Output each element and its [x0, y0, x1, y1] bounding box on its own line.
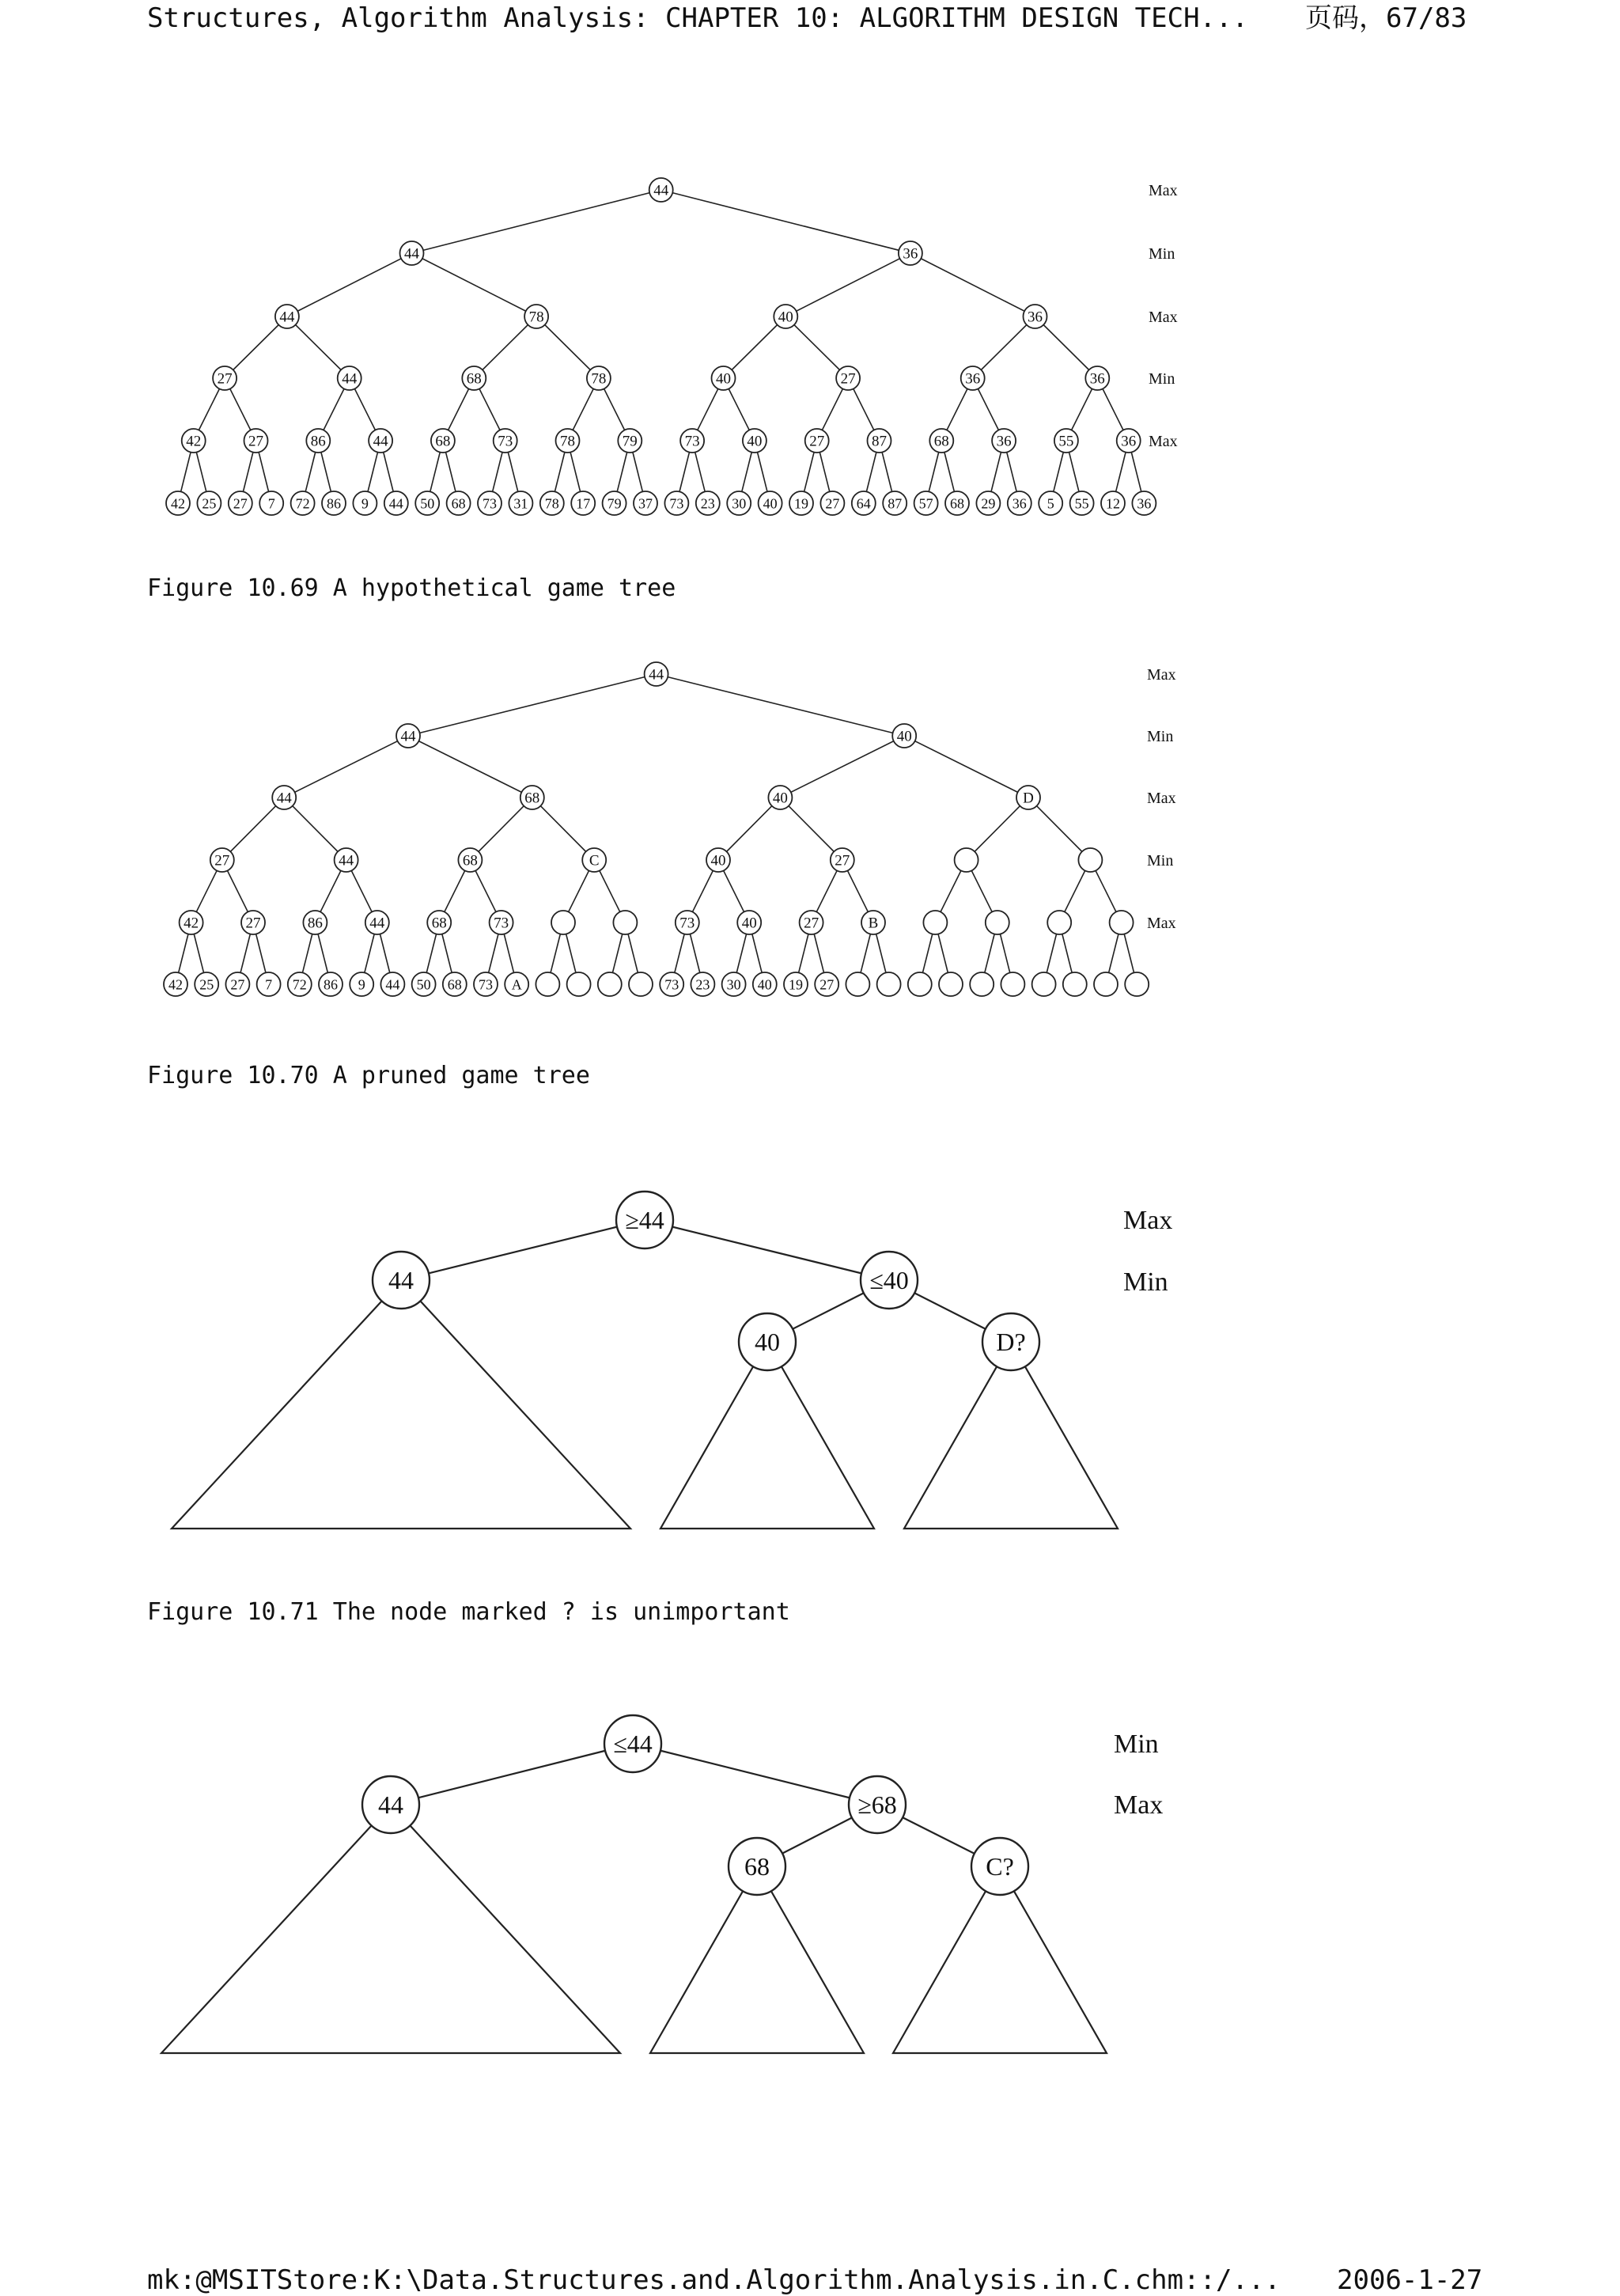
tree-node-label: 25 [202, 495, 217, 512]
figure-hypothetical-game-tree [0, 142, 1620, 538]
level-label: Max [1147, 915, 1176, 932]
tree-node [846, 972, 869, 996]
level-label: Min [1123, 1267, 1168, 1297]
tree-node [955, 848, 978, 872]
tree-node-label: 9 [361, 495, 369, 512]
page-number: 页码，67/83 [1305, 2, 1467, 34]
tree-node-label: 68 [431, 915, 447, 932]
tree-node-label: 44 [388, 1266, 414, 1294]
tree-node-label: 36 [1012, 495, 1027, 512]
tree-edge [532, 798, 594, 860]
tree-node-label: 68 [462, 852, 478, 870]
level-label: Min [1149, 370, 1175, 388]
tree-node-label: 73 [664, 976, 679, 993]
tree-edge [724, 316, 786, 378]
tree-node-label: 68 [744, 1852, 770, 1881]
tree-node-label: 44 [342, 370, 358, 388]
tree-edge [633, 1744, 877, 1805]
tree-node-label: 68 [950, 495, 964, 512]
tree-node-label: 27 [233, 495, 248, 512]
figure-unimportant-node [0, 1179, 1620, 1559]
figure-unimportant-node-min [0, 1701, 1620, 2073]
tree-node-label: 73 [479, 976, 493, 993]
tree-node-label: 27 [217, 370, 233, 388]
tree-node-label: 40 [747, 433, 763, 450]
tree-edge [904, 736, 1028, 798]
tree-edge [287, 253, 412, 316]
tree-node-label: 68 [524, 790, 540, 807]
tree-node-label: 78 [591, 370, 607, 388]
tree-node-label: 42 [168, 976, 183, 993]
tree-node-label: 78 [560, 433, 575, 450]
tree-node-label: ≥68 [857, 1790, 897, 1819]
tree-node-label: 9 [358, 976, 365, 993]
tree-node-label: 55 [1058, 433, 1074, 450]
page-header-title: Structures, Algorithm Analysis: CHAPTER 10: ALGORITHM DESIGN TECH... [147, 2, 1248, 34]
tree-edge [780, 736, 904, 798]
tree-node-label: 36 [1028, 309, 1043, 326]
level-label: Max [1114, 1790, 1164, 1820]
tree-node-label: 73 [483, 495, 497, 512]
tree-edge [785, 253, 910, 316]
tree-node [536, 972, 559, 996]
tree-node [1032, 972, 1056, 996]
tree-edge [474, 316, 536, 378]
level-label: Min [1114, 1730, 1159, 1759]
tree-node-label: 73 [494, 915, 509, 932]
figure-caption-10-71: Figure 10.71 The node marked ? is unimportant [147, 1598, 790, 1626]
tree-node [1094, 972, 1118, 996]
tree-node [1063, 972, 1087, 996]
tree-node-label: 36 [1121, 433, 1137, 450]
tree-edge [391, 1744, 633, 1805]
level-label: Max [1123, 1206, 1173, 1235]
tree-node-label: 36 [1137, 495, 1152, 512]
tree-edge [1035, 316, 1098, 378]
tree-node-label: 86 [307, 915, 323, 932]
tree-node-label: 27 [214, 852, 230, 870]
tree-node-label: 40 [763, 495, 778, 512]
tree-node-label: 27 [245, 915, 261, 932]
tree-node-label: 57 [918, 495, 933, 512]
subtree-triangle [172, 1280, 630, 1529]
tree-edge [225, 316, 287, 378]
tree-node-label: 73 [669, 495, 684, 512]
tree-node-label: 87 [872, 433, 887, 450]
tree-node-label: C? [986, 1852, 1014, 1881]
tree-node-label: 44 [339, 852, 354, 870]
figure-pruned-game-tree [0, 633, 1620, 1029]
tree-edge [780, 798, 842, 860]
tree-node-label: 55 [1074, 495, 1089, 512]
tree-node-label: 7 [265, 976, 273, 993]
tree-node-label: 68 [466, 370, 482, 388]
tree-edge [222, 798, 284, 860]
level-label: Min [1149, 245, 1175, 263]
tree-node-label: 79 [622, 433, 638, 450]
tree-node-label: 44 [369, 915, 385, 932]
tree-node-label: 27 [230, 976, 245, 993]
level-label: Min [1147, 728, 1174, 745]
tree-node-label: 19 [794, 495, 808, 512]
tree-node-label: ≤40 [869, 1266, 909, 1294]
tree-edge [536, 316, 599, 378]
tree-node-label: 79 [607, 495, 622, 512]
tree-node-label: 50 [420, 495, 435, 512]
tree-edge [412, 190, 661, 253]
tree-node-label: ≤44 [613, 1730, 653, 1758]
tree-node-label: 40 [710, 852, 726, 870]
tree-node-label: 44 [385, 976, 400, 993]
tree-node-label: 40 [772, 790, 788, 807]
tree-edge [967, 798, 1028, 860]
tree-node-label: 27 [819, 976, 835, 993]
tree-node-label: 30 [732, 495, 747, 512]
tree-node-label: 42 [186, 433, 202, 450]
tree-edge [910, 253, 1035, 316]
page-footer-date: 2006-1-27 [1337, 2264, 1483, 2296]
tree-edge [785, 316, 848, 378]
tree-node-label: 36 [996, 433, 1012, 450]
tree-node-label: 78 [544, 495, 559, 512]
tree-node-label: D? [996, 1328, 1026, 1356]
tree-edge [284, 798, 346, 860]
tree-node-label: 86 [327, 495, 341, 512]
tree-edge [284, 736, 408, 798]
tree-node [1078, 848, 1102, 872]
tree-node-label: 64 [856, 495, 871, 512]
tree-node-label: 36 [965, 370, 981, 388]
tree-node-label: 44 [400, 728, 416, 745]
tree-node-label: 36 [1089, 370, 1105, 388]
tree-node-label: 40 [716, 370, 731, 388]
tree-node [908, 972, 932, 996]
level-label: Min [1147, 852, 1174, 870]
level-label: Max [1149, 182, 1178, 199]
tree-node-label: 68 [435, 433, 451, 450]
tree-node-label: 40 [896, 728, 912, 745]
tree-node-label: 44 [388, 495, 403, 512]
tree-node-label: 27 [809, 433, 825, 450]
tree-node-label: B [868, 915, 879, 932]
subtree-triangle [161, 1805, 620, 2053]
tree-node-label: D [1023, 790, 1034, 807]
tree-node-label: 44 [279, 309, 295, 326]
tree-node [1047, 911, 1071, 934]
tree-edge [661, 190, 910, 253]
tree-node-label: 72 [292, 976, 307, 993]
tree-node-label: 73 [498, 433, 513, 450]
tree-node [1001, 972, 1024, 996]
tree-edge [408, 674, 657, 736]
tree-edge [1028, 798, 1090, 860]
level-label: Max [1149, 433, 1178, 450]
tree-node [986, 911, 1009, 934]
tree-edge [657, 674, 905, 736]
tree-node-label: 73 [679, 915, 695, 932]
tree-node-label: 50 [416, 976, 431, 993]
tree-node [629, 972, 653, 996]
tree-node-label: 40 [778, 309, 793, 326]
tree-node-label: 42 [171, 495, 185, 512]
tree-edge [401, 1220, 645, 1280]
tree-edge [973, 316, 1035, 378]
tree-node [613, 911, 637, 934]
tree-node-label: 68 [447, 976, 462, 993]
tree-node [1125, 972, 1149, 996]
tree-edge [470, 798, 532, 860]
tree-node-label: A [511, 976, 522, 993]
tree-node-label: 44 [404, 245, 419, 263]
tree-node-label: 37 [638, 495, 653, 512]
tree-node-label: 68 [933, 433, 949, 450]
tree-node-label: 17 [576, 495, 591, 512]
tree-edge [412, 253, 537, 316]
tree-node-label: 44 [653, 182, 669, 199]
tree-node [877, 972, 901, 996]
tree-node [970, 972, 994, 996]
tree-node-label: 87 [888, 495, 903, 512]
tree-node-label: 40 [755, 1328, 780, 1356]
level-label: Max [1149, 309, 1178, 326]
tree-node-label: 12 [1106, 495, 1120, 512]
tree-node-label: 27 [248, 433, 263, 450]
tree-node-label: C [589, 852, 600, 870]
level-label: Max [1147, 790, 1176, 807]
tree-node-label: 29 [981, 495, 996, 512]
tree-node-label: 19 [789, 976, 803, 993]
tree-node-label: 27 [840, 370, 856, 388]
tree-node-label: 27 [804, 915, 819, 932]
tree-node-label: 7 [267, 495, 275, 512]
tree-node [551, 911, 575, 934]
tree-node-label: 40 [741, 915, 757, 932]
tree-node-label: 73 [684, 433, 700, 450]
tree-node-label: 23 [695, 976, 710, 993]
tree-node-label: 30 [726, 976, 741, 993]
tree-node-label: 25 [199, 976, 214, 993]
tree-node-label: 31 [513, 495, 528, 512]
figure-caption-10-70: Figure 10.70 A pruned game tree [147, 1062, 590, 1089]
tree-node-label: 86 [324, 976, 338, 993]
tree-edge [408, 736, 532, 798]
tree-edge [718, 798, 780, 860]
tree-node-label: 44 [649, 666, 664, 684]
tree-node-label: 72 [295, 495, 310, 512]
tree-node-label: 27 [825, 495, 840, 512]
tree-node-label: 23 [700, 495, 715, 512]
tree-node-label: 42 [184, 915, 199, 932]
tree-node-label: 5 [1047, 495, 1054, 512]
tree-node [598, 972, 622, 996]
tree-node-label: 68 [451, 495, 466, 512]
tree-node [1110, 911, 1134, 934]
tree-node-label: 44 [373, 433, 388, 450]
page-footer-path: mk:@MSITStore:K:\Data.Structures.and.Algorithm.Analysis.in.C.chm::/... [147, 2264, 1281, 2296]
tree-node-label: 40 [757, 976, 772, 993]
tree-node-label: 44 [276, 790, 292, 807]
tree-edge [645, 1220, 889, 1280]
tree-edge [287, 316, 350, 378]
tree-node-label: 27 [835, 852, 850, 870]
tree-node-label: 78 [528, 309, 544, 326]
tree-node-label: 44 [378, 1790, 403, 1819]
figure-caption-10-69: Figure 10.69 A hypothetical game tree [147, 574, 676, 602]
tree-node [923, 911, 947, 934]
tree-node-label: 36 [903, 245, 918, 263]
tree-node-label: 86 [310, 433, 326, 450]
tree-node [567, 972, 591, 996]
tree-node [939, 972, 963, 996]
level-label: Max [1147, 666, 1176, 684]
tree-node-label: ≥44 [625, 1206, 664, 1234]
